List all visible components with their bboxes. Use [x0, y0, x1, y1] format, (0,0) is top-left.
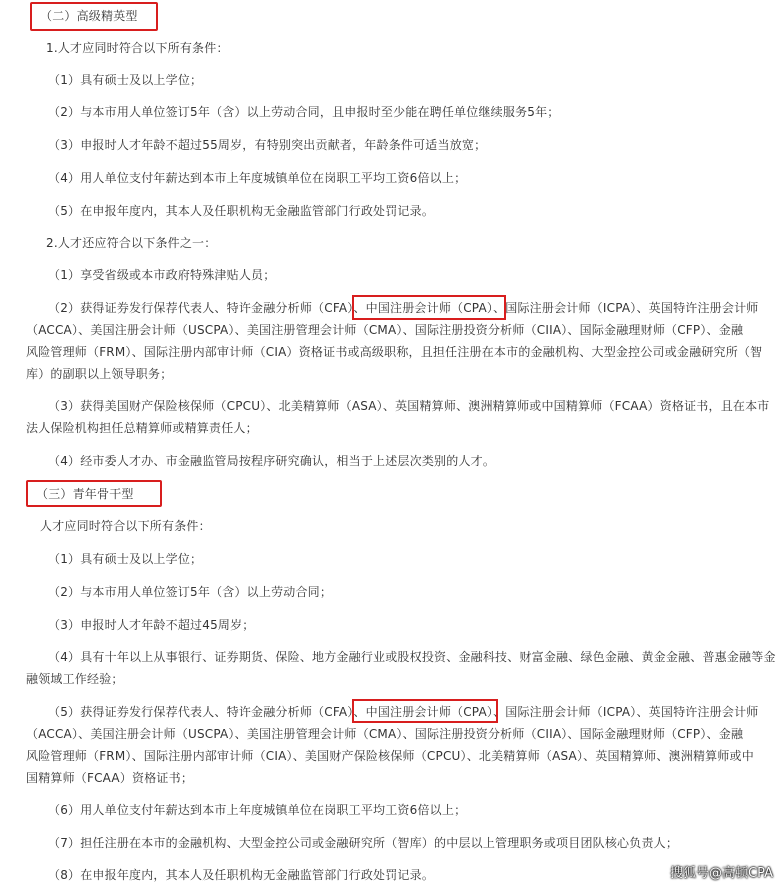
criteria-1-item: （1）具有硕士及以上学位；	[48, 73, 203, 87]
criteria-2-item-line: 库）的副职以上领导职务；	[26, 367, 173, 381]
section-2-title: （二）高级精英型	[40, 9, 138, 23]
criteria-1-item: （3）申报时人才年龄不超过55周岁，有特别突出贡献者，年龄条件可适当放宽；	[48, 138, 487, 152]
section-3-item-line: 融领域工作经验；	[26, 672, 124, 686]
section-3-item-line: （5）获得证券发行保荐代表人、特许金融分析师（CFA）、中国注册会计师（CPA）、国际注册会计师（ICPA）、英国特许注册会计师	[48, 705, 759, 719]
section-3-title: （三）青年骨干型	[36, 487, 134, 501]
section-3-item-line: （4）具有十年以上从事银行、证券期货、保险、地方金融行业或股权投资、金融科技、财富金融、绿色金融、黄金金融、普惠金融等金	[48, 650, 776, 664]
criteria-2-item: （1）享受省级或本市政府特殊津贴人员；	[48, 268, 276, 282]
criteria-1-item: （4）用人单位支付年薪达到本市上年度城镇单位在岗职工平均工资6倍以上；	[48, 171, 467, 185]
section-3-item-line: 风险管理师（FRM）、国际注册内部审计师（CIA）、美国财产保险核保师（CPCU）、北美精算师（ASA）、英国精算师、澳洲精算师或中	[26, 749, 754, 763]
criteria-2-item-line: 风险管理师（FRM）、国际注册内部审计师（CIA）资格证书或高级职称，且担任注册在本市的金融机构、大型金控公司或金融研究所（智	[26, 345, 763, 359]
section-3-item-line: 国精算师（FCAA）资格证书；	[26, 771, 194, 785]
criteria-1-label: 1.人才应同时符合以下所有条件：	[46, 41, 229, 55]
criteria-2-item-line: （ACCA）、美国注册会计师（USCPA）、美国注册管理会计师（CMA）、国际注册投资分析师（CIIA）、国际金融理财师（CFP）、金融	[26, 323, 744, 337]
watermark: 搜狐号@高顿CPA	[670, 866, 773, 881]
criteria-2-item: （4）经市委人才办、市金融监管局按程序研究确认，相当于上述层次类别的人才。	[48, 454, 496, 468]
criteria-2-item-line: （2）获得证券发行保荐代表人、特许金融分析师（CFA）、中国注册会计师（CPA）、国际注册会计师（ICPA）、英国特许注册会计师	[48, 301, 759, 315]
section-3-label: 人才应同时符合以下所有条件：	[40, 519, 211, 533]
section-3-item: （1）具有硕士及以上学位；	[48, 552, 203, 566]
section-3-item-line: （ACCA）、美国注册会计师（USCPA）、美国注册管理会计师（CMA）、国际注册投资分析师（CIIA）、国际金融理财师（CFP）、金融	[26, 727, 744, 741]
criteria-1-item: （5）在申报年度内，其本人及任职机构无金融监管部门行政处罚记录。	[48, 204, 435, 218]
criteria-2-label: 2.人才还应符合以下条件之一：	[46, 236, 217, 250]
criteria-1-item: （2）与本市用人单位签订5年（含）以上劳动合同，且申报时至少能在聘任单位继续服务5年；	[48, 105, 560, 119]
section-3-item: （2）与本市用人单位签订5年（含）以上劳动合同；	[48, 585, 333, 599]
section-3-item: （7）担任注册在本市的金融机构、大型金控公司或金融研究所（智库）的中层以上管理职务或项目团队核心负责人；	[48, 836, 679, 850]
criteria-2-item-line: 法人保险机构担任总精算师或精算责任人；	[26, 421, 258, 435]
criteria-2-item-line: （3）获得美国财产保险核保师（CPCU）、北美精算师（ASA）、英国精算师、澳洲精算师或中国精算师（FCAA）资格证书，且在本市	[48, 399, 770, 413]
section-3-item: （6）用人单位支付年薪达到本市上年度城镇单位在岗职工平均工资6倍以上；	[48, 803, 467, 817]
section-3-item: （3）申报时人才年龄不超过45周岁；	[48, 618, 255, 632]
section-3-item: （8）在申报年度内，其本人及任职机构无金融监管部门行政处罚记录。	[48, 868, 435, 882]
